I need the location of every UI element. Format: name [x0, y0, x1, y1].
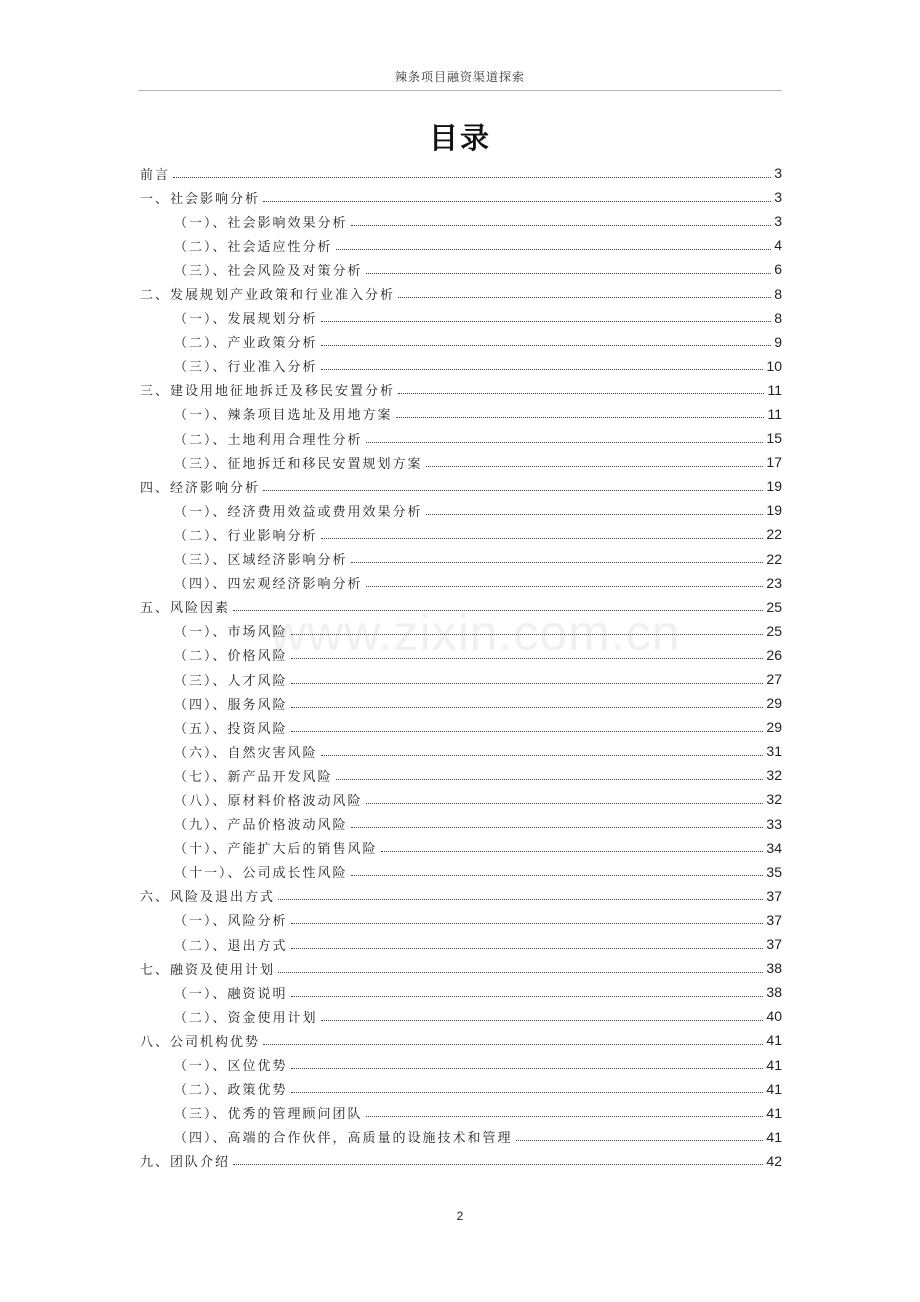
- toc-entry-page: 25: [766, 622, 782, 639]
- toc-entry-label: 三、建设用地征地拆迁及移民安置分析: [140, 384, 396, 400]
- toc-subentry[interactable]: [140, 1101, 782, 1125]
- toc-entry-label: （四）、服务风险: [174, 697, 288, 713]
- dot-leader: [351, 875, 764, 876]
- toc-subentry[interactable]: [140, 402, 782, 426]
- toc-subentry[interactable]: [140, 426, 782, 450]
- dot-leader: [291, 634, 764, 635]
- toc-entry-label: （一）、经济费用效益或费用效果分析: [174, 504, 423, 520]
- toc-entry-label: 九、团队介绍: [140, 1155, 231, 1171]
- toc-entry-page: 11: [767, 405, 782, 422]
- toc-entry-page: 31: [766, 743, 782, 760]
- toc-entry-label: （三）、征地拆迁和移民安置规划方案: [174, 456, 423, 472]
- toc-subentry[interactable]: [140, 643, 782, 667]
- dot-leader: [366, 273, 772, 274]
- toc-entry-page: 22: [766, 526, 782, 543]
- toc-entry-label: （五）、投资风险: [174, 721, 288, 737]
- dot-leader: [291, 1068, 764, 1069]
- toc-entry-page: 19: [766, 478, 782, 495]
- toc-entry-page: 37: [766, 887, 782, 904]
- toc-entry-page: 3: [774, 165, 782, 182]
- toc-subentry[interactable]: [140, 1125, 782, 1149]
- toc-entry-label: （四）、四宏观经济影响分析: [174, 577, 363, 593]
- toc-entry-label: 七、融资及使用计划: [140, 962, 276, 978]
- toc-entry-page: 41: [766, 1080, 782, 1097]
- toc-subentry[interactable]: [140, 1052, 782, 1076]
- dot-leader: [291, 948, 764, 949]
- toc-subentry[interactable]: [140, 691, 782, 715]
- dot-leader: [366, 1116, 764, 1117]
- toc-entry-page: 29: [766, 719, 782, 736]
- toc-entry-label: （一）、辣条项目选址及用地方案: [174, 408, 393, 424]
- toc-entry-page: 10: [766, 357, 782, 374]
- toc-subentry[interactable]: [140, 667, 782, 691]
- toc-subentry[interactable]: [140, 498, 782, 522]
- toc-entry-label: （二）、价格风险: [174, 649, 288, 665]
- dot-leader: [321, 755, 764, 756]
- toc-subentry[interactable]: [140, 860, 782, 884]
- toc-subentry[interactable]: [140, 209, 782, 233]
- toc-entry[interactable]: [140, 161, 782, 185]
- toc-entry-page: 17: [766, 454, 782, 471]
- dot-leader: [263, 1044, 763, 1045]
- toc-entry-page: 41: [766, 1056, 782, 1073]
- dot-leader: [291, 1092, 764, 1093]
- watermark: www.zixin.com.cn: [270, 605, 681, 661]
- dot-leader: [263, 490, 763, 491]
- dot-leader: [291, 731, 764, 732]
- toc-entry-label: （一）、社会影响效果分析: [174, 215, 348, 231]
- dot-leader: [233, 1164, 763, 1165]
- toc-entry-label: （一）、区位优势: [174, 1059, 288, 1075]
- toc-entry-label: （十一）、公司成长性风险: [174, 866, 348, 882]
- dot-leader: [516, 1140, 764, 1141]
- toc-entry-label: （九）、产品价格波动风险: [174, 818, 348, 834]
- toc-entry-page: 41: [766, 1104, 782, 1121]
- toc-entry-page: 40: [766, 1008, 782, 1025]
- toc-entry-page: 6: [774, 261, 782, 278]
- toc-entry-page: 29: [766, 695, 782, 712]
- toc-entry-page: 42: [766, 1152, 782, 1169]
- toc-entry-label: （二）、产业政策分析: [174, 336, 318, 352]
- toc-entry-label: （一）、融资说明: [174, 986, 288, 1002]
- toc-subentry[interactable]: [140, 715, 782, 739]
- toc-subentry[interactable]: [140, 619, 782, 643]
- toc-subentry[interactable]: [140, 233, 782, 257]
- toc-subentry[interactable]: [140, 1004, 782, 1028]
- dot-leader: [263, 201, 771, 202]
- toc-entry-page: 33: [766, 815, 782, 832]
- toc-entry-label: （三）、人才风险: [174, 673, 288, 689]
- toc-entry[interactable]: [140, 281, 782, 305]
- header-divider: [138, 90, 782, 91]
- toc-entry[interactable]: [140, 1149, 782, 1173]
- dot-leader: [426, 466, 764, 467]
- page-title: 目录: [428, 121, 491, 155]
- toc-subentry[interactable]: [140, 330, 782, 354]
- toc-entry-page: 3: [774, 189, 782, 206]
- toc-entry-page: 8: [774, 309, 782, 326]
- toc-entry-label: 二、发展规划产业政策和行业准入分析: [140, 288, 396, 304]
- toc-entry-page: 26: [766, 646, 782, 663]
- toc-entry-label: （三）、行业准入分析: [174, 360, 318, 376]
- dot-leader: [398, 393, 764, 394]
- toc-subentry[interactable]: [140, 571, 782, 595]
- toc-subentry[interactable]: [140, 1077, 782, 1101]
- dot-leader: [366, 586, 764, 587]
- dot-leader: [291, 923, 764, 924]
- toc-entry-page: 37: [766, 936, 782, 953]
- toc-entry[interactable]: [140, 185, 782, 209]
- toc-subentry[interactable]: [140, 354, 782, 378]
- toc-entry-page: 41: [766, 1128, 782, 1145]
- toc-subentry[interactable]: [140, 522, 782, 546]
- toc-entry-page: 37: [766, 911, 782, 928]
- toc-entry-label: （一）、市场风险: [174, 625, 288, 641]
- toc-entry-label: （三）、优秀的管理顾问团队: [174, 1107, 363, 1123]
- toc-entry-page: 27: [766, 671, 782, 688]
- dot-leader: [321, 369, 764, 370]
- toc-entry[interactable]: [140, 378, 782, 402]
- toc-entry-label: 五、风险因素: [140, 601, 231, 617]
- toc-entry-page: 32: [766, 767, 782, 784]
- dot-leader: [366, 803, 764, 804]
- toc-subentry[interactable]: [140, 932, 782, 956]
- toc-entry[interactable]: [140, 1028, 782, 1052]
- toc-entry-label: （二）、社会适应性分析: [174, 239, 333, 255]
- dot-leader: [291, 683, 764, 684]
- toc-entry-label: （二）、行业影响分析: [174, 528, 318, 544]
- toc-subentry[interactable]: [140, 980, 782, 1004]
- toc-subentry[interactable]: [140, 450, 782, 474]
- toc-entry-label: （二）、土地利用合理性分析: [174, 432, 363, 448]
- toc-entry-label: （八）、原材料价格波动风险: [174, 793, 363, 809]
- toc-entry-page: 22: [766, 550, 782, 567]
- toc-entry-label: （三）、社会风险及对策分析: [174, 263, 363, 279]
- toc-entry-label: （二）、政策优势: [174, 1083, 288, 1099]
- toc-entry-page: 38: [766, 984, 782, 1001]
- toc-entry-page: 11: [767, 381, 782, 398]
- toc-entry-label: 六、风险及退出方式: [140, 890, 276, 906]
- toc-entry-label: （三）、区域经济影响分析: [174, 553, 348, 569]
- dot-leader: [233, 610, 763, 611]
- toc-entry-page: 9: [774, 333, 782, 350]
- dot-leader: [426, 514, 764, 515]
- toc-entry-page: 34: [766, 839, 782, 856]
- toc-entry-page: 41: [766, 1032, 782, 1049]
- toc-entry[interactable]: [140, 884, 782, 908]
- dot-leader: [396, 417, 765, 418]
- dot-leader: [278, 899, 763, 900]
- running-header: 辣条项目融资渠道探索: [394, 70, 525, 84]
- dot-leader: [291, 658, 764, 659]
- dot-leader: [278, 972, 763, 973]
- dot-leader: [351, 562, 764, 563]
- dot-leader: [336, 249, 772, 250]
- toc-entry-page: 8: [774, 285, 782, 302]
- toc-entry-label: （六）、自然灾害风险: [174, 745, 318, 761]
- dot-leader: [173, 177, 771, 178]
- toc-entry-label: 前言: [140, 167, 171, 183]
- dot-leader: [381, 851, 764, 852]
- toc-entry-label: （一）、发展规划分析: [174, 312, 318, 328]
- toc-entry-page: 25: [766, 598, 782, 615]
- toc-entry-label: （二）、退出方式: [174, 938, 288, 954]
- dot-leader: [321, 321, 772, 322]
- table-of-contents: [140, 161, 782, 1173]
- dot-leader: [366, 442, 764, 443]
- toc-subentry[interactable]: [140, 257, 782, 281]
- toc-entry-page: 23: [766, 574, 782, 591]
- dot-leader: [336, 779, 764, 780]
- toc-subentry[interactable]: [140, 547, 782, 571]
- toc-entry-page: 19: [766, 502, 782, 519]
- toc-entry[interactable]: [140, 474, 782, 498]
- toc-entry-label: 四、经济影响分析: [140, 480, 261, 496]
- toc-entry-page: 32: [766, 791, 782, 808]
- toc-entry-page: 35: [766, 863, 782, 880]
- toc-subentry[interactable]: [140, 908, 782, 932]
- dot-leader: [291, 996, 764, 997]
- toc-entry-label: （十）、产能扩大后的销售风险: [174, 842, 378, 858]
- toc-subentry[interactable]: [140, 306, 782, 330]
- toc-subentry[interactable]: [140, 739, 782, 763]
- toc-entry-label: 一、社会影响分析: [140, 191, 261, 207]
- toc-entry-page: 38: [766, 960, 782, 977]
- toc-entry[interactable]: [140, 956, 782, 980]
- toc-entry-label: （一）、风险分析: [174, 914, 288, 930]
- dot-leader: [398, 297, 771, 298]
- toc-entry-page: 3: [774, 213, 782, 230]
- dot-leader: [351, 827, 764, 828]
- page-number: 2: [456, 1209, 464, 1223]
- toc-entry-label: 八、公司机构优势: [140, 1034, 261, 1050]
- toc-entry-label: （七）、新产品开发风险: [174, 769, 333, 785]
- toc-entry-label: （二）、资金使用计划: [174, 1010, 318, 1026]
- dot-leader: [351, 225, 772, 226]
- toc-entry-page: 15: [766, 430, 782, 447]
- dot-leader: [321, 1020, 764, 1021]
- dot-leader: [291, 707, 764, 708]
- dot-leader: [321, 345, 772, 346]
- toc-entry-label: （四）、高端的合作伙伴，高质量的设施技术和管理: [174, 1131, 513, 1147]
- toc-subentry[interactable]: [140, 763, 782, 787]
- toc-subentry[interactable]: [140, 812, 782, 836]
- toc-subentry[interactable]: [140, 836, 782, 860]
- dot-leader: [321, 538, 764, 539]
- toc-subentry[interactable]: [140, 787, 782, 811]
- toc-entry-page: 4: [774, 237, 782, 254]
- toc-entry[interactable]: [140, 595, 782, 619]
